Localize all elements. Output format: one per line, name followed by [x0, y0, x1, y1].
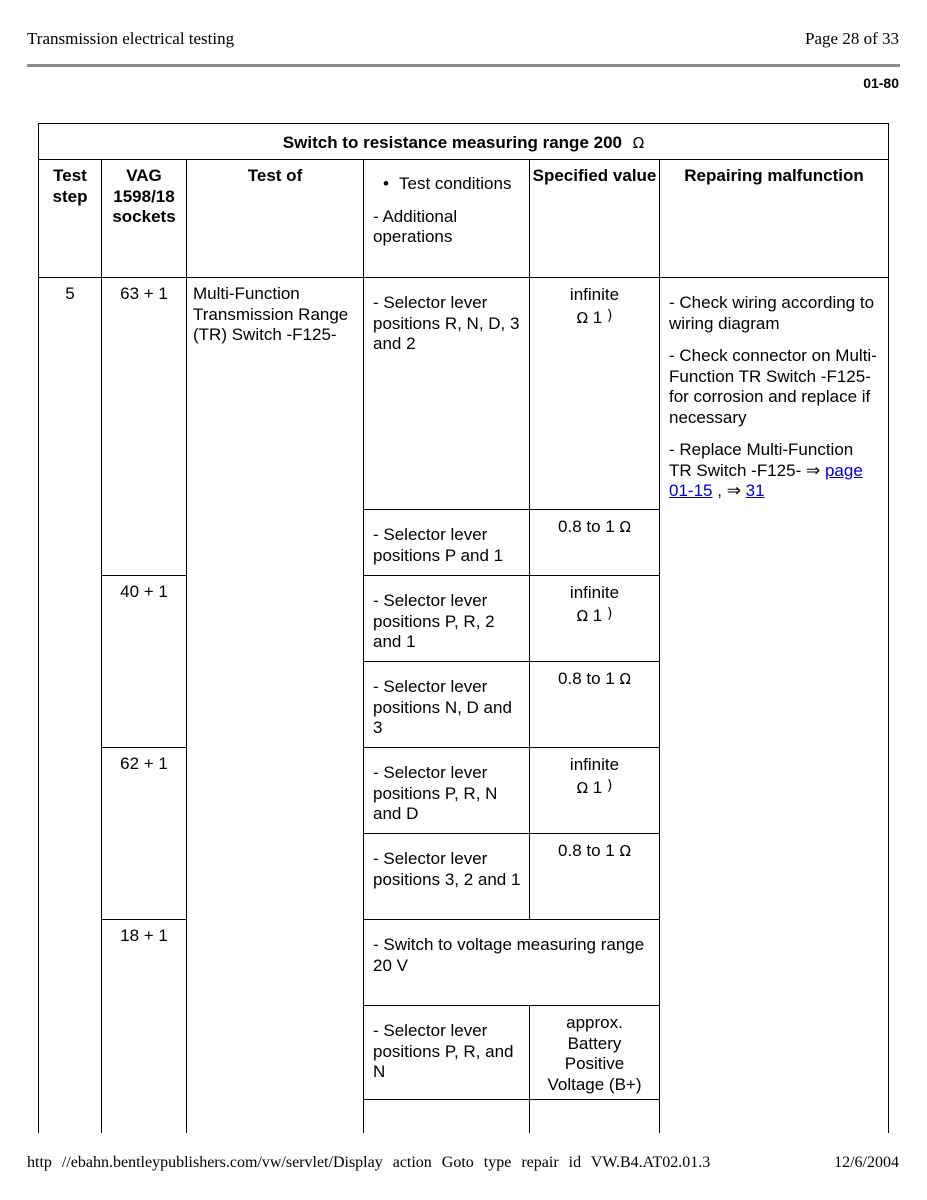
repair-item: - Check connector on Multi-Function TR Switch -F125- for corrosion and replace if necessary: [669, 346, 877, 427]
ohm-symbol: Ω: [619, 670, 631, 688]
cell-condition: [363, 277, 530, 510]
specified-unit: 1: [592, 307, 603, 327]
header-repair-label: Repairing malfunction: [684, 166, 864, 185]
cell-test-step: [38, 277, 102, 1133]
socket-value: 63 + 1: [120, 284, 168, 303]
header-vag-sockets: [101, 159, 187, 278]
repair-item: - Replace Multi-Function TR Switch -F125-: [669, 440, 854, 480]
ohm-symbol: Ω: [576, 778, 589, 797]
cell-condition-wide: [363, 919, 660, 1006]
cell-specified: [529, 661, 660, 748]
header-test-of-label: Test of: [247, 166, 303, 185]
specified-text: approx. Battery Positive Voltage (B+): [547, 1013, 642, 1094]
footnote-mark: ): [606, 777, 613, 794]
header-test-of: [186, 159, 364, 278]
condition-range: 20 V: [373, 955, 408, 975]
cell-condition: [363, 833, 530, 920]
condition-text: - Selector lever positions R, N, D, 3 and 2: [373, 293, 520, 353]
header-additional-ops: - Additional operations: [373, 206, 458, 246]
cell-socket: [101, 919, 187, 1133]
cell-condition: [363, 661, 530, 748]
specified-text: 0.8 to 1: [558, 841, 615, 860]
page-link[interactable]: 31: [745, 481, 765, 500]
page-link[interactable]: page 01-15: [669, 460, 863, 500]
condition-text: - Selector lever positions P, R, 2 and 1: [373, 591, 495, 651]
cell-specified: [529, 833, 660, 920]
condition-text: - Selector lever positions P, R, and N: [373, 1021, 514, 1081]
specified-unit-line: [530, 604, 659, 627]
ohm-symbol: Ω: [576, 606, 589, 625]
table-caption: [38, 123, 889, 160]
cell-condition: [363, 1005, 530, 1100]
test-table: [38, 123, 889, 1133]
cell-specified: [529, 277, 660, 510]
header-conditions-label: Test conditions: [399, 174, 512, 193]
socket-value: 40 + 1: [120, 582, 168, 601]
ohm-symbol: Ω: [619, 518, 631, 536]
cell-specified: [529, 509, 660, 576]
cell-repair: [659, 277, 889, 1133]
cell-condition-empty: [363, 1099, 530, 1133]
footnote-mark: ): [606, 605, 613, 622]
specified-text: 0.8 to 1: [558, 517, 615, 536]
header-specified-label: Specified value: [532, 166, 657, 185]
page-header-title: Transmission electrical testing: [27, 29, 235, 48]
repair-item: - Check wiring according to wiring diagram: [669, 293, 875, 333]
bullet-dot: •: [383, 174, 389, 193]
test-of-value: Multi-Function Transmission Range (TR) Switch -F125-: [193, 284, 349, 344]
condition-text: - Selector lever positions N, D and 3: [373, 677, 512, 737]
link-separator: ,: [717, 481, 722, 500]
header-repairing: [659, 159, 889, 278]
cell-specified: [529, 1005, 660, 1100]
specified-unit: 1: [592, 777, 603, 797]
caption-text: Switch to resistance measuring range 200: [282, 133, 622, 152]
specified-text: 0.8 to 1: [558, 669, 615, 688]
arrow-icon: ⇒: [805, 460, 821, 480]
ohm-symbol: Ω: [619, 842, 631, 860]
header-specified-value: [529, 159, 660, 278]
socket-value: 62 + 1: [120, 754, 168, 773]
cell-socket: [101, 277, 187, 576]
footer-date: 12/6/2004: [834, 1154, 899, 1171]
cell-test-of: [186, 277, 364, 1133]
header-divider: [27, 64, 900, 67]
repair-item-links: [669, 440, 880, 502]
socket-value: 18 + 1: [120, 926, 168, 945]
header-conditions: [363, 159, 530, 278]
conditions-bullet: [373, 174, 521, 195]
header-test-step-label: Test step: [52, 166, 88, 206]
test-step-value: 5: [65, 284, 75, 303]
header-test-step: [38, 159, 102, 278]
specified-text: infinite: [569, 285, 620, 304]
condition-text: - Selector lever positions 3, 2 and 1: [373, 849, 521, 889]
cell-condition: [363, 747, 530, 834]
specified-unit: 1: [592, 605, 603, 625]
page-number: Page 28 of 33: [805, 29, 899, 48]
condition-text: - Selector lever positions P and 1: [373, 525, 504, 565]
specified-text: infinite: [569, 583, 620, 602]
footnote-mark: ): [606, 307, 613, 324]
cell-condition: [363, 575, 530, 662]
ohm-symbol: Ω: [576, 308, 589, 327]
condition-text: - Selector lever positions P, R, N and D: [373, 763, 498, 823]
cell-socket: [101, 575, 187, 748]
document-code: 01-80: [863, 75, 899, 91]
specified-unit-line: [530, 776, 659, 799]
header-vag-label: VAG 1598/18 sockets: [112, 166, 176, 226]
specified-text: infinite: [569, 755, 620, 774]
cell-condition: [363, 509, 530, 576]
ohm-symbol: Ω: [632, 134, 645, 152]
cell-specified: [529, 747, 660, 834]
cell-socket: [101, 747, 187, 920]
specified-unit-line: [530, 306, 659, 329]
condition-text: - Switch to voltage measuring range: [373, 935, 645, 954]
cell-specified: [529, 575, 660, 662]
footer-url: http //ebahn.bentleypublishers.com/vw/servlet/Display action Goto type repair id VW.B4.AT02.01.3: [27, 1154, 711, 1171]
arrow-icon: ⇒: [726, 481, 741, 500]
cell-specified-empty: [529, 1099, 660, 1133]
